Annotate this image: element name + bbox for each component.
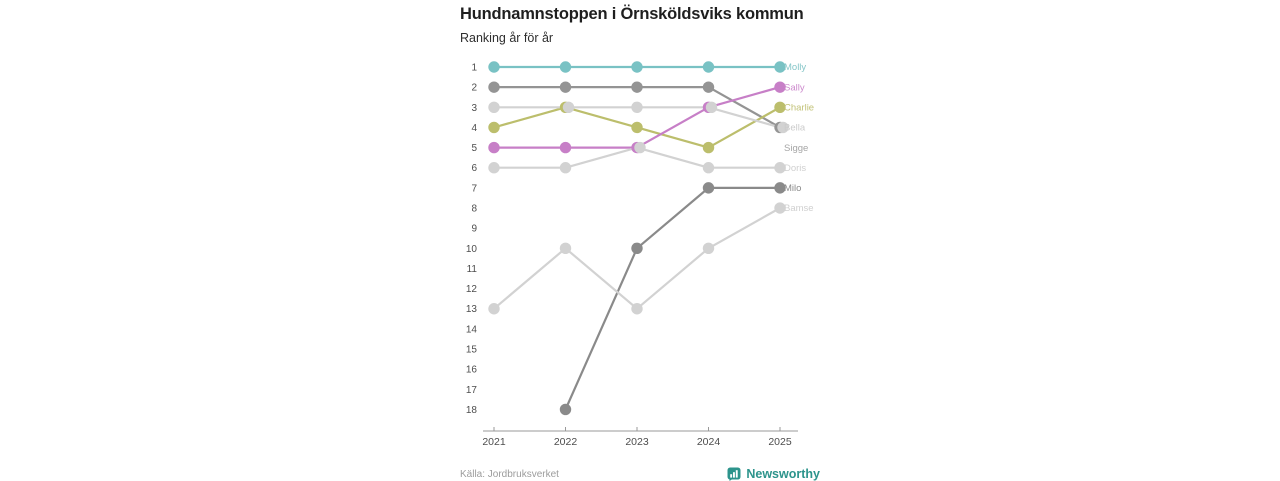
brand: [727, 467, 820, 481]
series-label-bella: Bella: [784, 122, 806, 134]
bump-chart: [460, 54, 820, 454]
series-label-molly: Molly: [784, 62, 807, 74]
x-tick-label: 2023: [625, 436, 649, 448]
y-tick-label: 13: [465, 304, 477, 316]
x-tick-label: 2021: [482, 436, 506, 448]
x-tick-label: 2025: [768, 436, 792, 448]
y-tick-label: 10: [465, 243, 477, 255]
series-label-milo: Milo: [784, 183, 802, 195]
data-point-molly: [703, 61, 714, 72]
y-tick-label: 8: [471, 203, 477, 215]
data-point-sigge: [703, 81, 714, 92]
data-point-charlie: [488, 122, 499, 133]
y-tick-label: 6: [471, 163, 477, 175]
y-tick-label: 14: [465, 324, 477, 336]
data-point-bella: [563, 102, 574, 113]
data-point-sally: [488, 142, 499, 153]
data-point-molly: [560, 61, 571, 72]
chart-footer: [460, 467, 820, 481]
y-tick-label: 15: [465, 344, 477, 356]
data-point-bella: [631, 102, 642, 113]
data-point-bamse: [631, 303, 642, 314]
data-point-doris: [703, 162, 714, 173]
data-point-doris: [634, 142, 645, 153]
y-tick-label: 9: [471, 223, 477, 235]
data-point-charlie: [703, 142, 714, 153]
series-label-doris: Doris: [784, 162, 807, 174]
data-point-bella: [488, 102, 499, 113]
data-point-sally: [560, 142, 571, 153]
data-point-bella: [706, 102, 717, 113]
y-tick-label: 4: [471, 122, 477, 134]
y-tick-label: 17: [465, 384, 477, 396]
data-point-charlie: [631, 122, 642, 133]
data-point-sigge: [560, 81, 571, 92]
x-tick-label: 2024: [696, 436, 721, 448]
y-tick-label: 11: [466, 263, 477, 275]
y-tick-label: 3: [471, 102, 477, 114]
series-line-milo: [566, 188, 781, 410]
chart-subtitle: Ranking år för år: [460, 31, 554, 45]
y-tick-label: 7: [471, 183, 477, 195]
y-tick-label: 16: [465, 364, 477, 376]
series-label-bamse: Bamse: [784, 203, 814, 215]
source-note: Källa: Jordbruksverket: [460, 468, 559, 480]
data-point-molly: [488, 61, 499, 72]
data-point-milo: [703, 182, 714, 193]
data-point-milo: [560, 404, 571, 415]
y-tick-label: 2: [471, 82, 477, 94]
newsworthy-logo-icon: [727, 467, 741, 481]
data-point-doris: [560, 162, 571, 173]
series-label-charlie: Charlie: [784, 102, 815, 114]
data-point-sigge: [631, 81, 642, 92]
y-tick-label: 5: [471, 143, 477, 155]
y-tick-label: 12: [465, 284, 477, 296]
brand-name: Newsworthy: [746, 467, 820, 481]
series-label-sally: Sally: [784, 82, 805, 94]
data-point-molly: [631, 61, 642, 72]
y-tick-label: 1: [471, 62, 477, 74]
page-title: Hundnamnstoppen i Örnsköldsviks kommun: [460, 5, 804, 23]
y-tick-label: 18: [465, 404, 477, 416]
bump-chart-svg: [460, 54, 820, 449]
x-tick-label: 2022: [553, 436, 578, 448]
series-label-sigge: Sigge: [784, 142, 809, 154]
data-point-milo: [631, 243, 642, 254]
data-point-bamse: [703, 243, 714, 254]
series-line-bamse: [494, 208, 780, 309]
data-point-bamse: [560, 243, 571, 254]
data-point-doris: [488, 162, 499, 173]
data-point-bamse: [488, 303, 499, 314]
chart-card: [460, 0, 820, 481]
series-line-sally: [494, 87, 780, 148]
data-point-sigge: [488, 81, 499, 92]
